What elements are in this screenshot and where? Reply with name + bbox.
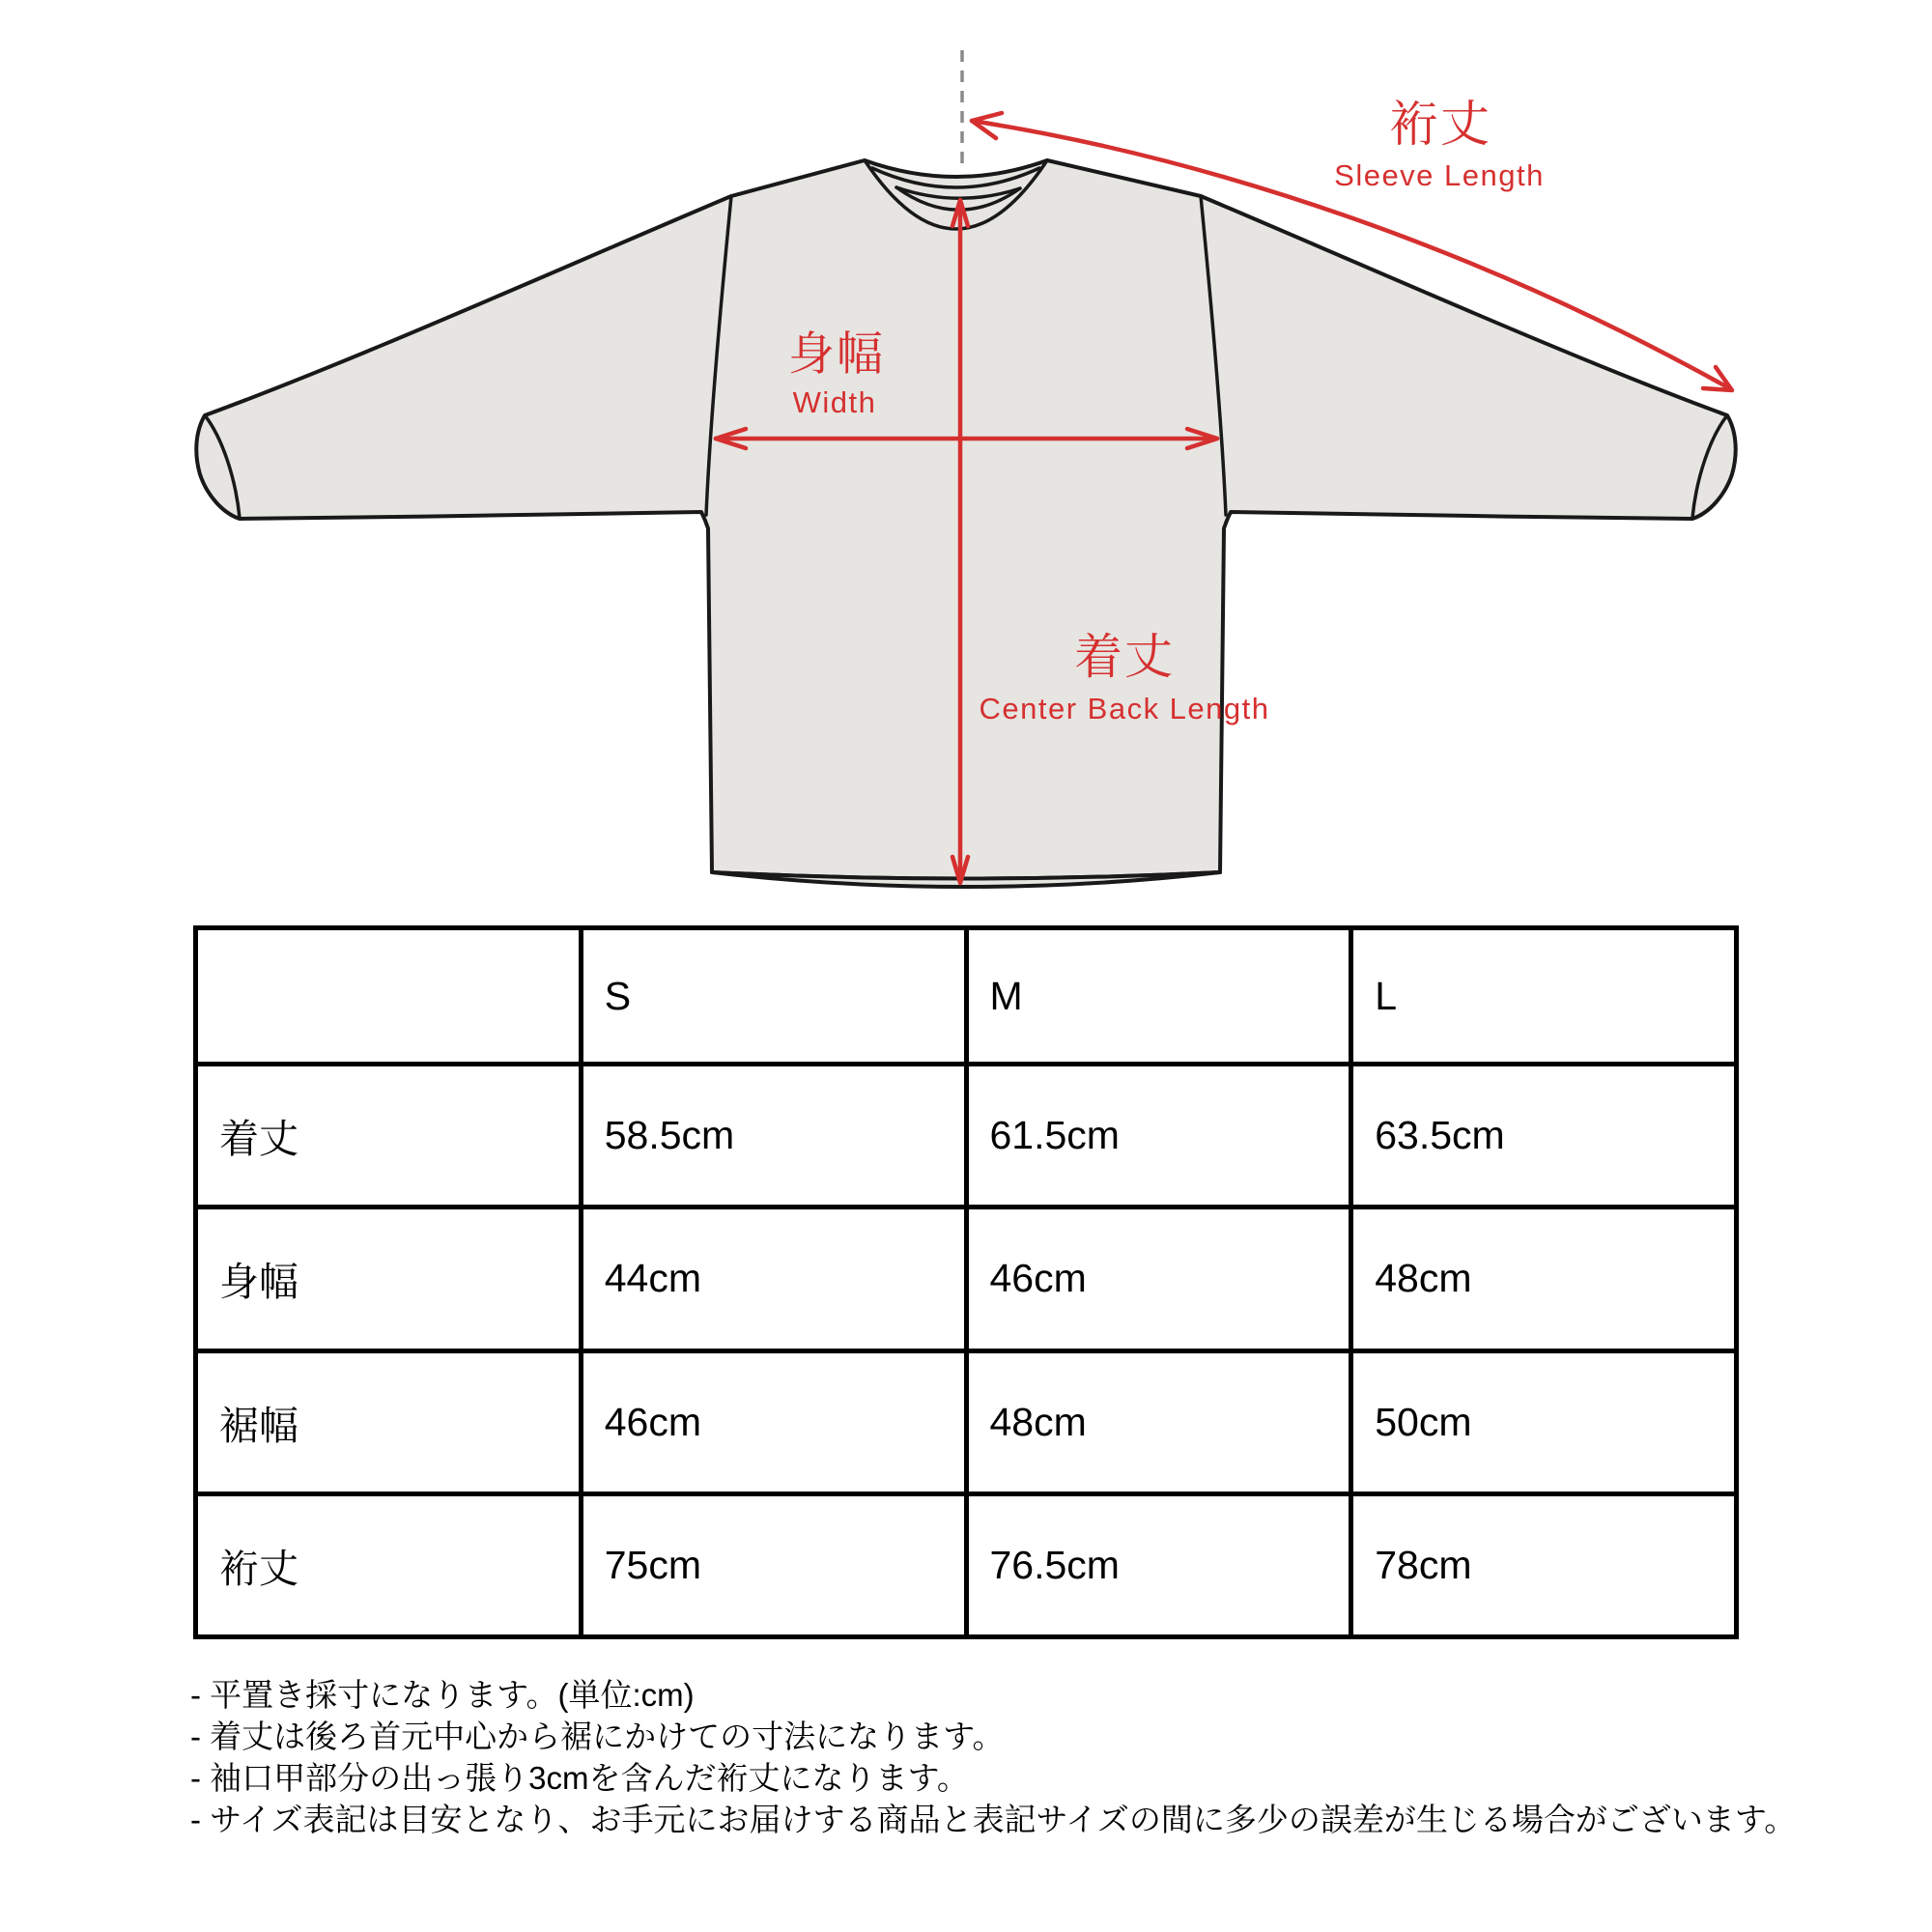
cell-value: 46cm <box>581 1350 966 1493</box>
footnotes <box>190 1674 1796 1840</box>
row-label: 身幅 <box>196 1208 582 1350</box>
column-header-blank <box>196 928 582 1065</box>
column-header-s: S <box>581 928 966 1065</box>
footnote: - サイズ表記は目安となり、お手元にお届けする商品と表記サイズの間に多少の誤差が生じる場合がございます。 <box>190 1802 1797 1837</box>
cell-value: 61.5cm <box>966 1065 1351 1208</box>
back-length-label-en: Center Back Length <box>979 692 1270 725</box>
cell-value: 63.5cm <box>1351 1065 1737 1208</box>
cell-value: 78cm <box>1351 1493 1737 1636</box>
table-row-hem-width <box>196 1350 1737 1493</box>
column-header-m: M <box>966 928 1351 1065</box>
cell-value: 58.5cm <box>581 1065 966 1208</box>
cell-value: 76.5cm <box>966 1493 1351 1636</box>
table-row-back-length <box>196 1065 1737 1208</box>
footnote: - 平置き採寸になります。(単位:cm) <box>190 1677 695 1713</box>
back-length-label-jp: 着丈 <box>1074 630 1175 684</box>
width-label-jp: 身幅 <box>787 328 886 381</box>
shirt-body-outline <box>196 160 1735 879</box>
footnote: - 袖口甲部分の出っ張り3cmを含んだ裄丈になります。 <box>190 1760 969 1796</box>
width-label-en: Width <box>792 385 877 419</box>
cell-value: 48cm <box>1351 1208 1737 1350</box>
table-row-sleeve-length <box>196 1493 1737 1636</box>
row-label: 裾幅 <box>196 1350 582 1493</box>
footnote: - 着丈は後ろ首元中心から裾にかけての寸法になります。 <box>190 1719 1005 1754</box>
cell-value: 75cm <box>581 1493 966 1636</box>
table-row-width <box>196 1208 1737 1350</box>
cell-value: 44cm <box>581 1208 966 1350</box>
size-table <box>193 925 1739 1639</box>
cell-value: 48cm <box>966 1350 1351 1493</box>
cell-value: 46cm <box>966 1208 1351 1350</box>
cell-value: 50cm <box>1351 1350 1737 1493</box>
sleeve-length-label-jp: 裄丈 <box>1388 97 1492 152</box>
row-label: 着丈 <box>196 1065 582 1208</box>
row-label: 裄丈 <box>196 1493 582 1636</box>
column-header-l: L <box>1351 928 1737 1065</box>
size-table-header-row <box>196 928 1737 1065</box>
sleeve-length-label-en: Sleeve Length <box>1334 158 1545 192</box>
